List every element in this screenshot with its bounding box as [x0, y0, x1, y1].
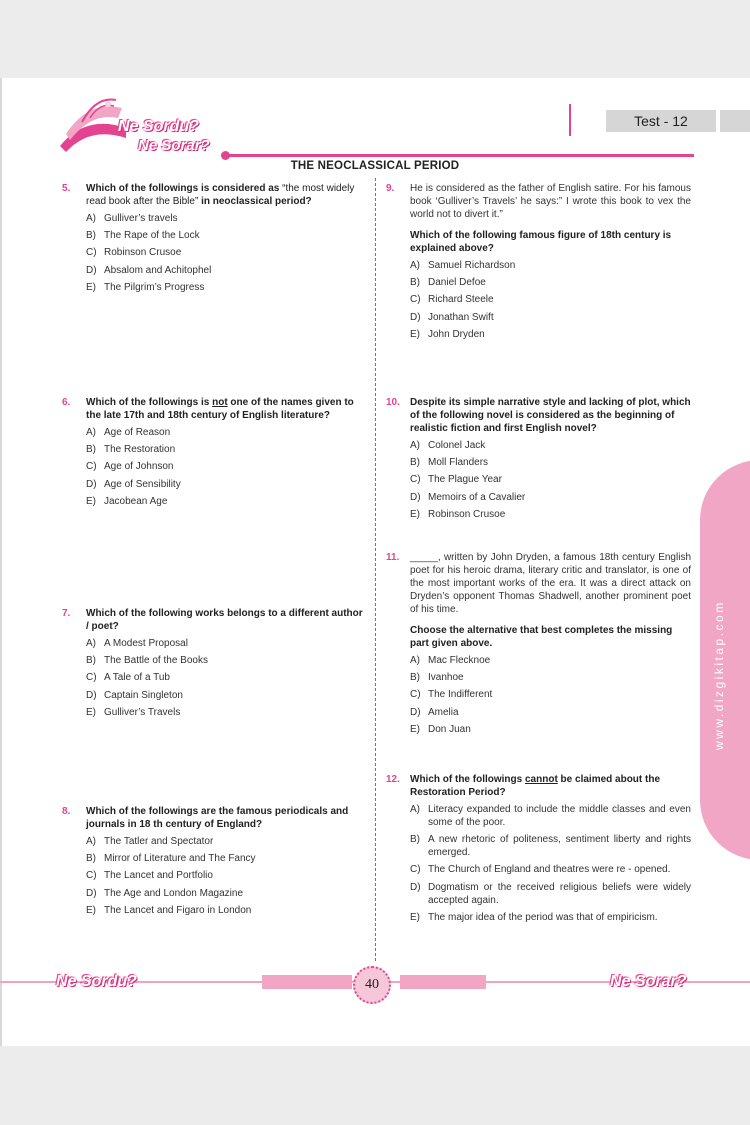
option-text: Moll Flanders [428, 457, 489, 469]
option-text: Age of Sensibility [104, 478, 181, 490]
option-letter: A) [410, 260, 420, 271]
option [86, 852, 367, 865]
option-letter: A) [86, 213, 96, 224]
option [86, 443, 367, 456]
option [410, 473, 691, 486]
option-text: Samuel Richardson [428, 260, 516, 271]
option-letter: D) [86, 887, 97, 899]
option-list [62, 426, 367, 508]
option-letter: E) [86, 904, 96, 916]
question-number: 8. [62, 806, 71, 817]
option-letter: D) [410, 881, 421, 893]
option [86, 904, 367, 917]
option [410, 508, 691, 521]
option-text: Amelia [428, 706, 459, 718]
ne-sordu-logo [56, 94, 236, 160]
option-text: Age of Johnson [104, 461, 174, 473]
question-9 [386, 182, 691, 345]
question-stem: Despite its simple narrative style and lacking of plot, which of the following novel is considered as the beginning of realistic fiction and first English novel? [410, 397, 691, 434]
question-5 [62, 182, 367, 298]
option-list [386, 654, 691, 736]
stem-quote: “the most widely read book after the Bible” [86, 183, 355, 207]
option-list [62, 212, 367, 294]
stem-emphasis: cannot [525, 774, 558, 785]
option-letter: E) [410, 723, 420, 735]
option [410, 833, 691, 859]
option-letter: C) [86, 672, 97, 684]
option [86, 887, 367, 900]
option-text: John Dryden [428, 328, 485, 340]
question-stem [410, 773, 691, 799]
question-number: 9. [386, 183, 395, 194]
question-number: 10. [386, 397, 400, 408]
question-number: 12. [386, 774, 400, 785]
option [410, 293, 691, 306]
option-letter: B) [86, 655, 96, 667]
option-letter: D) [86, 264, 97, 276]
option [86, 706, 367, 719]
option-letter: B) [410, 277, 420, 289]
question-stem [86, 182, 367, 208]
option-text: Robinson Crusoe [428, 508, 506, 520]
option-letter: A) [86, 427, 96, 438]
option-text: Gulliver’s travels [104, 213, 178, 224]
question-8 [62, 805, 367, 921]
question-stem: Choose the alternative that best completes the missing part given above. [410, 625, 673, 649]
option-list [62, 637, 367, 719]
option [410, 259, 691, 272]
option-list [386, 439, 691, 521]
column-divider [375, 178, 376, 961]
stem-emphasis: not [212, 397, 228, 408]
option-text: A new rhetoric of politeness, sentiment liberty and rights emerged. [428, 834, 691, 859]
option-text: The Age and London Magazine [104, 887, 243, 899]
logo-text-2: Ne Sorar? [138, 137, 210, 154]
option-letter: B) [86, 444, 96, 456]
option-letter: E) [86, 281, 96, 293]
footer-logo-left: Ne Sordu? [56, 973, 137, 990]
option-text: The Restoration [104, 444, 176, 456]
stem-part: in neoclassical period? [198, 196, 312, 207]
option-text: Daniel Defoe [428, 277, 486, 289]
option-text: Captain Singleton [104, 689, 183, 701]
option [86, 478, 367, 491]
question-passage: He is considered as the father of English satire. For his famous book ‘Gulliver’s Travels’ he says:” I wrote this book to vex the world not to divert it.” [410, 183, 691, 220]
option-text: Mac Flecknoe [428, 655, 491, 666]
option-text: The Lancet and Figaro in London [104, 904, 252, 916]
option [86, 264, 367, 277]
option-list [386, 803, 691, 924]
option [410, 688, 691, 701]
footer-bar-right [400, 975, 486, 989]
option-text: Dogmatism or the received religious beliefs were widely accepted again. [428, 881, 691, 906]
option-text: Memoirs of a Cavalier [428, 491, 526, 503]
option [86, 671, 367, 684]
blank: _____ [410, 552, 438, 563]
option [410, 456, 691, 469]
question-stem [86, 396, 367, 422]
option-text: Absalom and Achitophel [104, 264, 212, 276]
test-label: Test - 12 [606, 110, 716, 132]
option-letter: D) [86, 689, 97, 701]
header-divider [569, 104, 571, 136]
question-number: 6. [62, 397, 71, 408]
option [410, 881, 691, 907]
question-11 [386, 551, 691, 740]
option [86, 869, 367, 882]
option [410, 706, 691, 719]
option-letter: B) [410, 457, 420, 469]
page-title: THE NEOCLASSICAL PERIOD [290, 160, 460, 172]
option [410, 311, 691, 324]
option [86, 246, 367, 259]
bottom-margin [0, 1046, 750, 1125]
option-letter: E) [86, 495, 96, 507]
option-text: Robinson Crusoe [104, 247, 182, 259]
option-text: The Pilgrim’s Progress [104, 281, 205, 293]
option [86, 212, 367, 225]
option-text: Richard Steele [428, 294, 494, 306]
option [86, 689, 367, 702]
option-text: Don Juan [428, 723, 471, 735]
option [86, 835, 367, 848]
option-letter: C) [86, 247, 97, 259]
option [410, 671, 691, 684]
option-letter: D) [410, 491, 421, 503]
option [410, 654, 691, 667]
option-letter: A) [410, 655, 420, 666]
question-passage [410, 551, 691, 616]
option [86, 281, 367, 294]
option-text: A Tale of a Tub [104, 672, 170, 684]
option-text: Gulliver’s Travels [104, 706, 181, 718]
header-rule [228, 154, 694, 157]
option-letter: B) [86, 853, 96, 865]
option-letter: C) [86, 461, 97, 473]
footer-logo-right: Ne Sorar? [610, 973, 687, 990]
question-number: 7. [62, 608, 71, 619]
option-letter: B) [410, 834, 420, 846]
option-letter: E) [410, 328, 420, 340]
question-stem: Which of the followings are the famous periodicals and journals in 18 th century of England? [86, 806, 349, 830]
test-label-tab [720, 110, 750, 132]
option-text: The Tatler and Spectator [104, 836, 214, 847]
option-text: The Church of England and theatres were re - opened. [428, 864, 671, 876]
option-letter: A) [410, 440, 420, 451]
option-letter: E) [86, 706, 96, 718]
option-letter: D) [86, 478, 97, 490]
page-number: 40 [353, 966, 391, 1004]
question-12 [386, 773, 691, 928]
option-letter: E) [410, 508, 420, 520]
stem-part: Which of the followings [410, 774, 525, 785]
question-number: 11. [386, 552, 400, 563]
passage-text: , written by John Dryden, a famous 18th century English poet for his heroic drama, literary critic and translator, is one of the most important works of the era. It was a direct attack on Dryden’s opponent Thomas Shadwell, another prominent poet of his time. [410, 552, 691, 615]
option-list [62, 835, 367, 917]
question-stem: Which of the following famous figure of 18th century is explained above? [410, 230, 672, 254]
option-text: The major idea of the period was that of empiricism. [428, 911, 658, 923]
stem-part: be claimed about the Restoration Period? [410, 774, 661, 798]
option-text: Mirror of Literature and The Fancy [104, 853, 256, 865]
option-letter: D) [410, 706, 421, 718]
option [86, 654, 367, 667]
footer-bar-left [262, 975, 352, 989]
option-text: Ivanhoe [428, 672, 464, 684]
option-text: The Plague Year [428, 474, 502, 486]
option-letter: E) [410, 911, 420, 923]
option-text: Jacobean Age [104, 495, 168, 507]
option [410, 863, 691, 876]
option-letter: B) [86, 230, 96, 242]
option-text: Literacy expanded to include the middle classes and even some of the poor. [428, 804, 691, 828]
option-list [386, 259, 691, 341]
logo-text-1: Ne Sordu? [118, 118, 199, 135]
option [410, 491, 691, 504]
question-6 [62, 396, 367, 512]
option-text: Colonel Jack [428, 440, 486, 451]
option-letter: C) [410, 864, 421, 876]
option-letter: C) [410, 689, 421, 701]
option-letter: B) [410, 672, 420, 684]
option-letter: C) [410, 294, 421, 306]
stem-part: Which of the followings is [86, 397, 213, 408]
option [410, 439, 691, 452]
option-letter: D) [410, 311, 421, 323]
option [86, 426, 367, 439]
option [410, 803, 691, 829]
website-text: www.dizgikitap.com [712, 600, 726, 750]
top-margin [0, 0, 750, 78]
question-7 [62, 607, 367, 723]
option-letter: C) [86, 870, 97, 882]
option [86, 637, 367, 650]
option-text: The Battle of the Books [104, 655, 208, 667]
option [410, 911, 691, 924]
option-text: Jonathan Swift [428, 311, 494, 323]
option-text: The Rape of the Lock [104, 230, 200, 242]
option [86, 495, 367, 508]
question-stem: Which of the following works belongs to a different author / poet? [86, 608, 363, 632]
stem-part: one of the names given to the late 17th and 18th century of English literature? [86, 397, 354, 421]
question-number: 5. [62, 183, 71, 194]
option-text: The Lancet and Portfolio [104, 870, 213, 882]
option-letter: C) [410, 474, 421, 486]
option-text: Age of Reason [104, 427, 171, 438]
question-10 [386, 396, 691, 525]
option-text: The Indifferent [428, 689, 493, 701]
option [410, 723, 691, 736]
option [410, 276, 691, 289]
option [86, 460, 367, 473]
option-letter: A) [410, 804, 420, 815]
option [86, 229, 367, 242]
option-letter: A) [86, 836, 96, 847]
page-edge [0, 78, 2, 1046]
stem-part: Which of the followings is considered as [86, 183, 283, 194]
option [410, 328, 691, 341]
option-text: A Modest Proposal [104, 638, 188, 649]
option-letter: A) [86, 638, 96, 649]
